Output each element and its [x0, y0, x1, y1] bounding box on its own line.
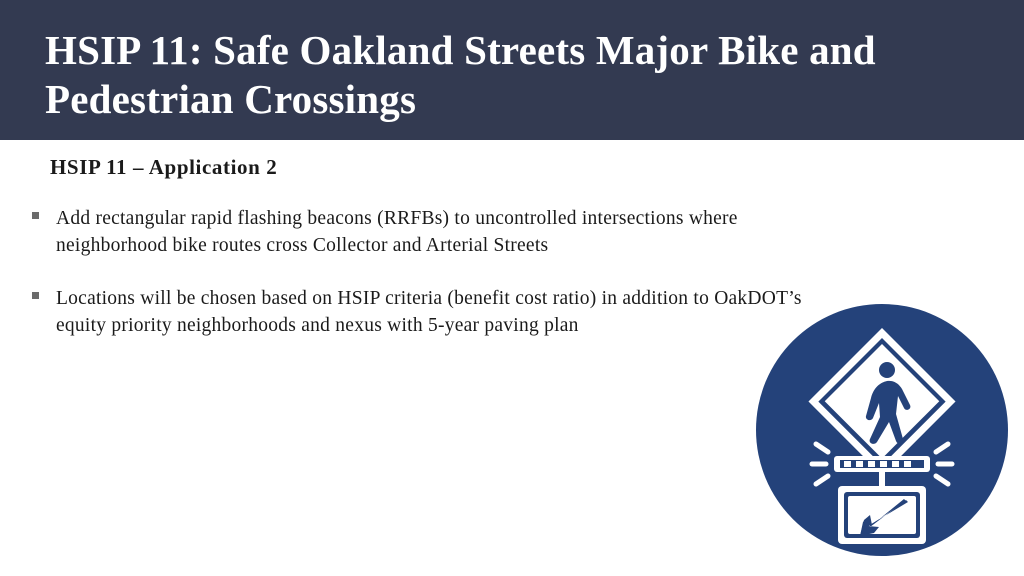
list-item [14, 285, 814, 339]
slide-subtitle: HSIP 11 – Application 2 [50, 155, 278, 179]
title-bar [0, 0, 1024, 140]
list-item [14, 205, 814, 259]
bullet-marker-icon [32, 212, 39, 219]
page-title: HSIP 11: Safe Oakland Streets Major Bike and Pedestrian Crossings [45, 27, 876, 122]
list-item-text: Locations will be chosen based on HSIP criteria (benefit cost ratio) in addition to OakDOT’s equity priority neighborhoods and nexus with 5-year paving plan [56, 288, 802, 336]
list-item-text: Add rectangular rapid flashing beacons (RRFBs) to uncontrolled intersections where neighborhood bike routes cross Collector and Arterial Streets [56, 208, 738, 256]
bullet-list [14, 205, 814, 365]
pedestrian-crossing-rrfb-icon [756, 304, 1008, 556]
bullet-marker-icon [32, 292, 39, 299]
